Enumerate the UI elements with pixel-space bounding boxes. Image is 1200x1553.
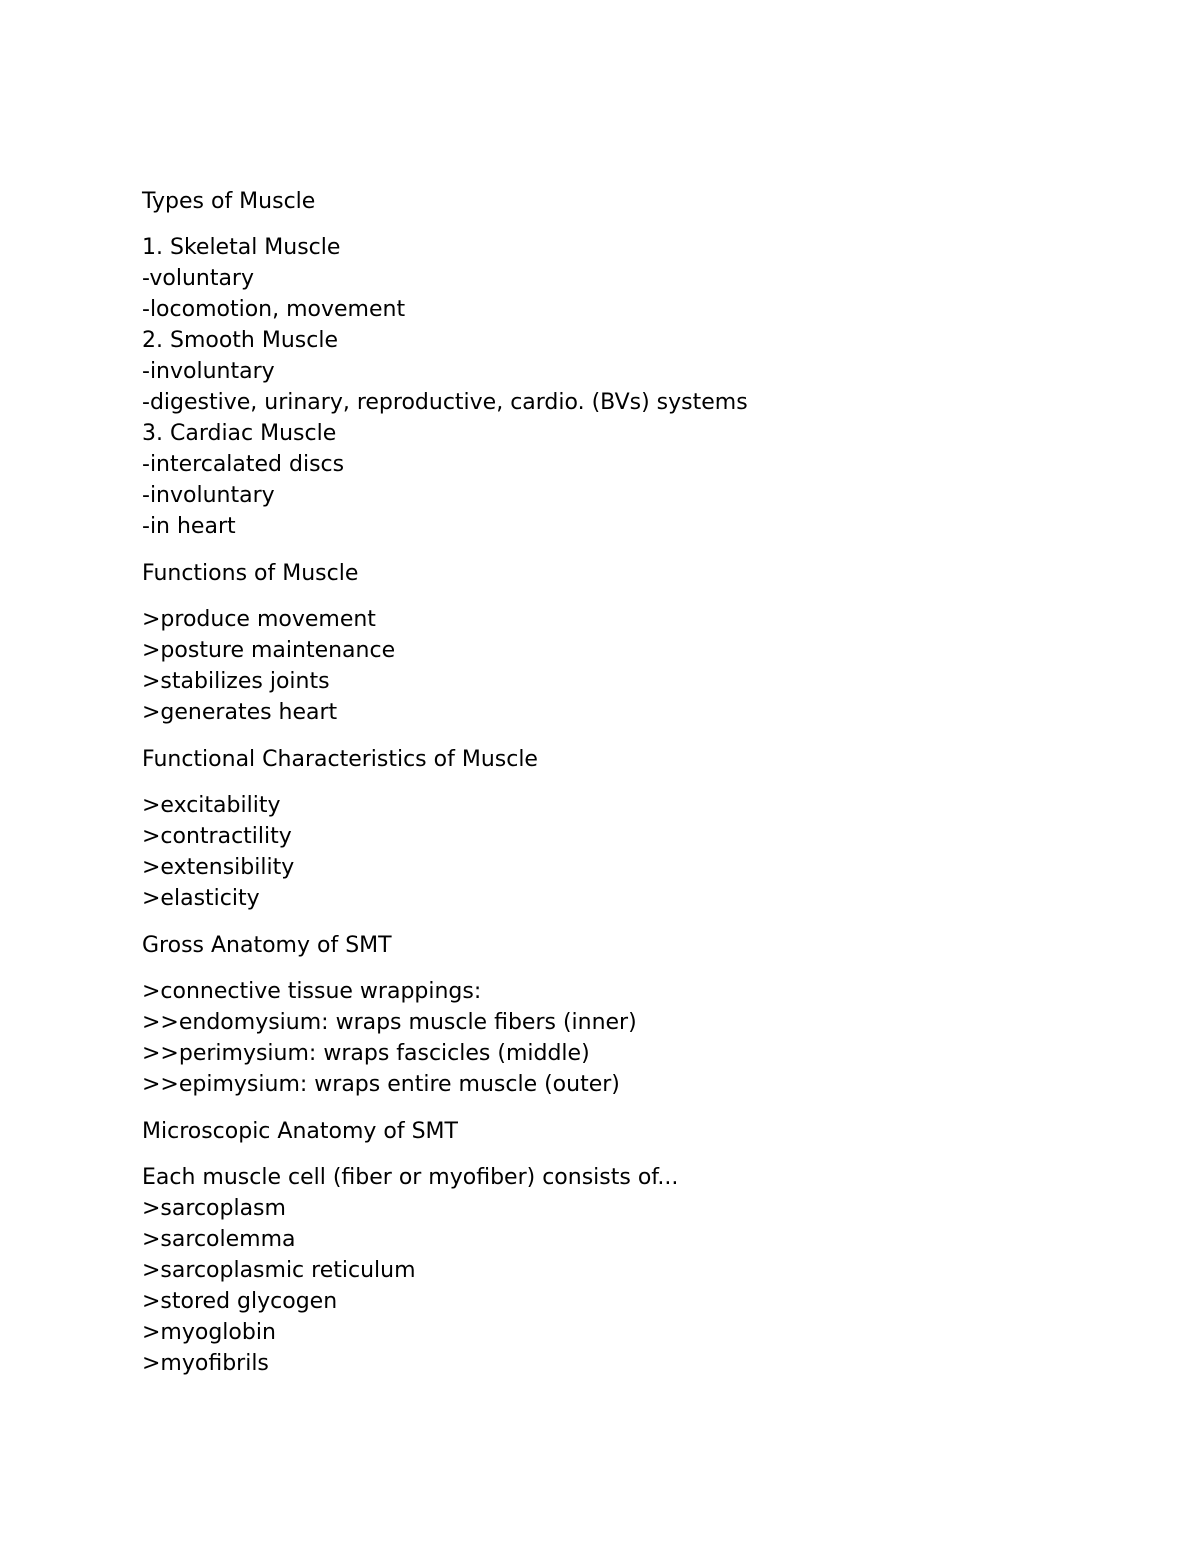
list-item: >excitability — [142, 793, 281, 818]
section-heading: Functions of Muscle — [142, 561, 359, 586]
list-item: >myoglobin — [142, 1320, 276, 1345]
list-item: >sarcoplasm — [142, 1196, 286, 1221]
list-item: >generates heart — [142, 700, 338, 725]
section-heading: Functional Characteristics of Muscle — [142, 747, 538, 772]
section-microscopic-anatomy — [142, 1116, 1102, 1379]
list-item: 2. Smooth Muscle — [142, 328, 338, 353]
list-item: >>perimysium: wraps fascicles (middle) — [142, 1041, 590, 1066]
list-item: -in heart — [142, 514, 236, 539]
list-item: >sarcoplasmic reticulum — [142, 1258, 416, 1283]
list-item: >stored glycogen — [142, 1289, 338, 1314]
section-types-of-muscle — [142, 186, 1102, 542]
list-item: >extensibility — [142, 855, 295, 880]
section-gross-anatomy — [142, 930, 1102, 1100]
list-item: >>epimysium: wraps entire muscle (outer) — [142, 1072, 620, 1097]
section-heading: Microscopic Anatomy of SMT — [142, 1119, 458, 1144]
list-item: -intercalated discs — [142, 452, 345, 477]
list-item: >produce movement — [142, 607, 376, 632]
section-heading: Gross Anatomy of SMT — [142, 933, 392, 958]
list-item: >contractility — [142, 824, 292, 849]
list-item: Each muscle cell (fiber or myofiber) consists of... — [142, 1165, 679, 1190]
list-item: >stabilizes joints — [142, 669, 330, 694]
list-item: >>endomysium: wraps muscle fibers (inner) — [142, 1010, 637, 1035]
list-item: -involuntary — [142, 483, 275, 508]
list-item: >posture maintenance — [142, 638, 396, 663]
list-item: 1. Skeletal Muscle — [142, 235, 341, 260]
document-body — [142, 186, 1102, 1395]
section-functional-characteristics — [142, 744, 1102, 914]
list-item: >myofibrils — [142, 1351, 269, 1376]
list-item: -involuntary — [142, 359, 275, 384]
list-item: >elasticity — [142, 886, 260, 911]
list-item: -digestive, urinary, reproductive, cardio. (BVs) systems — [142, 390, 748, 415]
section-functions-of-muscle — [142, 558, 1102, 728]
section-heading: Types of Muscle — [142, 189, 316, 214]
list-item: 3. Cardiac Muscle — [142, 421, 337, 446]
list-item: >connective tissue wrappings: — [142, 979, 482, 1004]
list-item: -voluntary — [142, 266, 254, 291]
list-item: -locomotion, movement — [142, 297, 406, 322]
list-item: >sarcolemma — [142, 1227, 296, 1252]
